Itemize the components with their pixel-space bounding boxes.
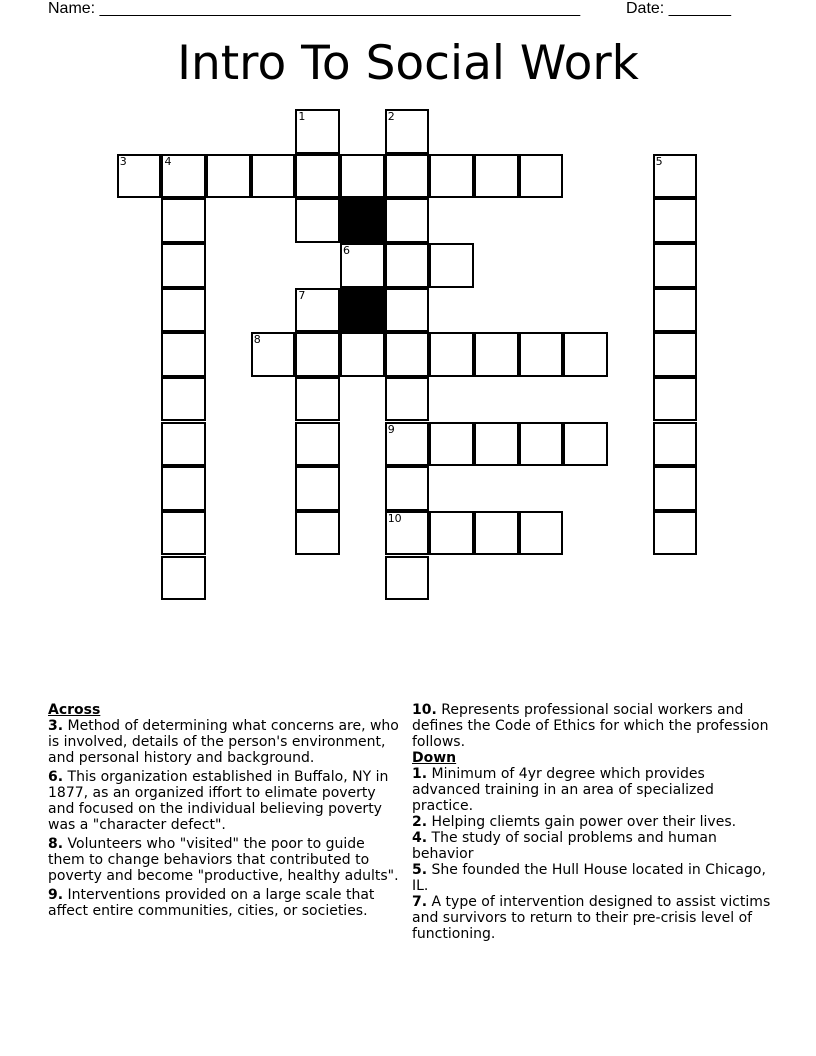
crossword-cell[interactable]	[295, 377, 340, 422]
crossword-cell[interactable]	[653, 154, 698, 199]
clue-down-2: 2. Helping cliemts gain power over their lives.	[412, 814, 737, 830]
clue-across-9: 9. Interventions provided on a large scale that affect entire communities, cities, or societies.	[48, 887, 375, 919]
clue-across-6: 6. This organization established in Buffalo, NY in 1877, as an organized iffort to elimate poverty and focused on the individual believing poverty was a "character defect".	[48, 769, 389, 833]
crossword-cell[interactable]	[385, 422, 430, 467]
crossword-cell[interactable]	[519, 422, 564, 467]
crossword-cell[interactable]	[295, 422, 340, 467]
crossword-cell[interactable]	[519, 332, 564, 377]
clue-number: 1	[298, 110, 306, 123]
crossword-cell[interactable]	[474, 511, 519, 556]
crossword-cell[interactable]	[161, 288, 206, 333]
crossword-cell[interactable]	[563, 332, 608, 377]
crossword-cell[interactable]	[519, 511, 564, 556]
crossword-cell[interactable]	[385, 243, 430, 288]
crossword-cell[interactable]	[653, 466, 698, 511]
crossword-cell[interactable]	[653, 198, 698, 243]
crossword-cell[interactable]	[563, 422, 608, 467]
clues-column-right	[412, 702, 774, 942]
crossword-cell[interactable]	[429, 332, 474, 377]
clue-number: 6	[343, 243, 351, 257]
crossword-cell[interactable]	[385, 466, 430, 511]
clue-number: 9	[387, 422, 395, 436]
crossword-cell[interactable]	[385, 556, 430, 601]
crossword-cell[interactable]	[295, 511, 340, 556]
clue-number: 3	[119, 154, 127, 168]
clue-across-3: 3. Method of determining what concerns are, who is involved, details of the person's environment, and personal history and background.	[48, 718, 399, 766]
crossword-cell[interactable]	[161, 332, 206, 377]
clue-down-1: 1. Minimum of 4yr degree which provides advanced training in an area of specialized practice.	[412, 766, 714, 814]
crossword-cell[interactable]	[385, 511, 430, 556]
crossword-cell[interactable]	[429, 243, 474, 288]
crossword-cell[interactable]	[295, 154, 340, 199]
crossword-cell[interactable]	[385, 288, 430, 333]
clue-number: 7	[298, 288, 306, 302]
crossword-cell[interactable]	[161, 243, 206, 288]
crossword-cell[interactable]	[295, 288, 340, 333]
crossword-cell[interactable]	[474, 422, 519, 467]
crossword-cell[interactable]	[474, 154, 519, 199]
crossword-cell[interactable]	[295, 332, 340, 377]
clue-down-5: 5. She founded the Hull House located in Chicago, IL.	[412, 862, 766, 894]
clue-across-8: 8. Volunteers who "visited" the poor to guide them to change behaviors that contributed to poverty and become "productive, healthy adults".	[48, 836, 399, 884]
crossword-cell[interactable]	[519, 154, 564, 199]
crossword-cell[interactable]	[653, 377, 698, 422]
puzzle-title: Intro To Social Work	[177, 36, 639, 91]
crossword-cell[interactable]	[340, 154, 385, 199]
crossword-cell[interactable]	[161, 377, 206, 422]
crossword-cell[interactable]	[251, 154, 296, 199]
crossword-cell[interactable]	[474, 332, 519, 377]
crossword-cell[interactable]	[385, 377, 430, 422]
name-field-label: Name: ______________________________________________________	[48, 0, 581, 17]
crossword-cell[interactable]	[340, 332, 385, 377]
crossword-cell[interactable]	[653, 332, 698, 377]
crossword-cell[interactable]	[161, 556, 206, 601]
crossword-cell[interactable]	[161, 511, 206, 556]
crossword-cell[interactable]	[161, 154, 206, 199]
across-heading: Across	[48, 702, 101, 718]
date-field-label: Date: _______	[626, 0, 731, 17]
crossword-cell[interactable]	[429, 511, 474, 556]
crossword-block	[340, 198, 385, 243]
crossword-cell[interactable]	[385, 109, 430, 154]
crossword-cell[interactable]	[295, 198, 340, 243]
crossword-cell[interactable]	[429, 422, 474, 467]
crossword-cell[interactable]	[429, 154, 474, 199]
crossword-cell[interactable]	[653, 422, 698, 467]
crossword-cell[interactable]	[295, 466, 340, 511]
clue-number: 10	[387, 511, 402, 525]
crossword-cell[interactable]	[653, 243, 698, 288]
down-heading: Down	[412, 750, 457, 766]
crossword-cell[interactable]	[117, 154, 162, 199]
crossword-cell[interactable]	[295, 109, 340, 154]
clue-number: 2	[387, 110, 395, 123]
crossword-cell[interactable]	[161, 198, 206, 243]
clue-number: 5	[655, 154, 663, 168]
clue-number: 4	[164, 154, 172, 168]
crossword-block	[340, 288, 385, 333]
crossword-cell[interactable]	[385, 198, 430, 243]
crossword-cell[interactable]	[385, 154, 430, 199]
crossword-cell[interactable]	[161, 422, 206, 467]
crossword-cell[interactable]	[251, 332, 296, 377]
crossword-cell[interactable]	[206, 154, 251, 199]
clue-down-7: 7. A type of intervention designed to assist victims and survivors to return to their pre-crisis level of functioning.	[412, 894, 771, 942]
crossword-cell[interactable]	[385, 332, 430, 377]
crossword-cell[interactable]	[653, 511, 698, 556]
clue-down-4: 4. The study of social problems and human behavior	[412, 830, 717, 862]
crossword-cell[interactable]	[653, 288, 698, 333]
clue-across-10: 10. Represents professional social workers and defines the Code of Ethics for which the profession follows.	[412, 702, 769, 750]
crossword-cell[interactable]	[161, 466, 206, 511]
clue-number: 8	[253, 333, 261, 347]
crossword-cell[interactable]	[340, 243, 385, 288]
clues-column-left	[48, 702, 400, 919]
